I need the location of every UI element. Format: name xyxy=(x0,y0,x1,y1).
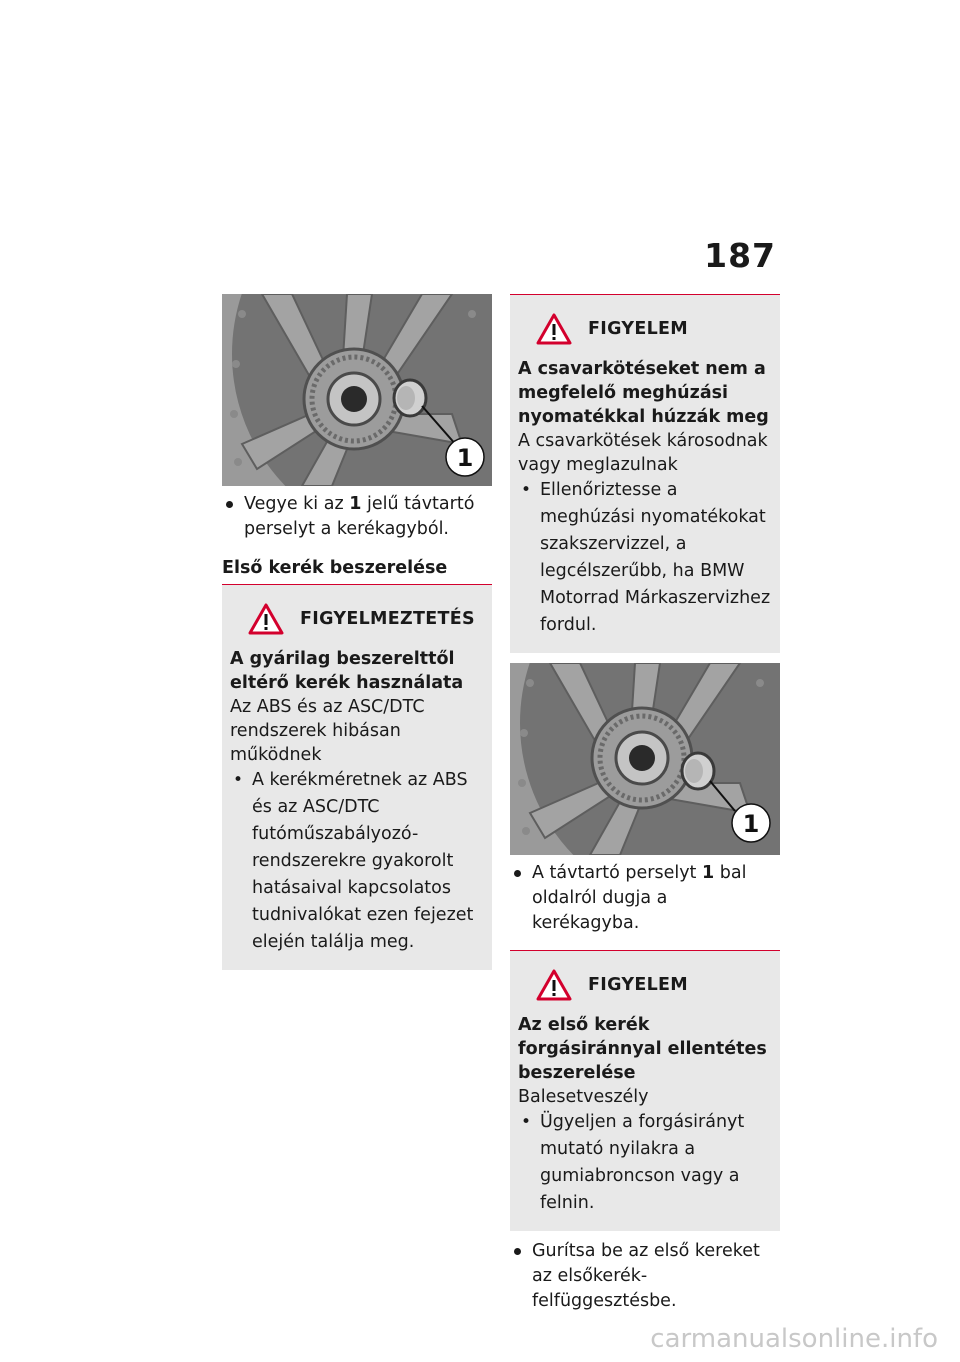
step-ref: 1 xyxy=(349,494,362,514)
watermark: carmanualsonline.info xyxy=(650,1324,938,1354)
wheel-hub-figure xyxy=(222,294,492,486)
warning-body: A csavarkötések károsodnak vagy meglazulnak xyxy=(518,431,768,475)
warning-title: Az első kerék forgásiránnyal ellentétes beszerelése xyxy=(518,1015,767,1083)
warning-header xyxy=(518,313,772,345)
warning-header xyxy=(230,603,484,635)
warning-box xyxy=(510,950,780,1231)
step-text: A távtartó perselyt xyxy=(532,863,702,883)
step-ref: 1 xyxy=(701,863,715,883)
small-bullet-icon: • xyxy=(233,770,244,790)
warning-item xyxy=(230,767,484,956)
bullet-icon xyxy=(514,1248,521,1255)
page-number: 187 xyxy=(704,236,776,275)
step-roll-wheel xyxy=(510,1239,780,1314)
warning-title: A csavarkötéseket nem a megfelelő meghúzási nyomatékkal húzzák meg xyxy=(518,359,769,427)
bullet-icon xyxy=(226,501,233,508)
bullet-icon xyxy=(514,870,521,877)
warning-body: Az ABS és az ASC/DTC rendszerek hibásan működnek xyxy=(230,697,425,765)
step-text: Vegye ki az xyxy=(244,494,350,514)
step-text: jelű távtartó perselyt a kerékagyból. xyxy=(244,494,475,539)
warning-box xyxy=(222,585,492,970)
warning-header xyxy=(518,969,772,1001)
step-text: bal oldalról dugja a kerékagyba. xyxy=(532,863,747,933)
section-heading: Első kerék beszerelése xyxy=(222,558,492,585)
warning-title: A gyárilag beszerelttől eltérő kerék használata xyxy=(230,649,464,693)
wheel-hub-illustration xyxy=(222,294,492,486)
step-text: Gurítsa be az első kereket az elsőkerék-felfüggesztésbe. xyxy=(532,1241,760,1311)
left-column xyxy=(222,294,492,970)
warning-item-text: Ügyeljen a forgásirányt mutató nyilakra a gumiabroncson vagy a felnin. xyxy=(540,1112,745,1213)
warning-item-text: A kerékméretnek az ABS és az ASC/DTC futóműszabályozó-rendszerekre gyakorolt hatásaival kapcsolatos tudnivalókat ezen fejezet elején találja meg. xyxy=(252,770,474,952)
right-column xyxy=(510,294,780,1314)
warning-box xyxy=(510,294,780,653)
warning-item-text: Ellenőriztesse a meghúzási nyomatékokat szakszervizzel, a legcélszerűbb, ha BMW Motorrad Márkaszervizhez fordul. xyxy=(540,480,771,635)
warning-triangle-icon xyxy=(536,969,572,1001)
wheel-hub-figure xyxy=(510,663,780,855)
warning-body: Balesetveszély xyxy=(518,1087,649,1107)
figure-callout: 1 xyxy=(742,810,760,838)
step-remove-spacer xyxy=(222,492,492,542)
small-bullet-icon: • xyxy=(521,480,532,500)
warning-triangle-icon xyxy=(248,603,284,635)
warning-triangle-icon xyxy=(536,313,572,345)
step-insert-spacer xyxy=(510,861,780,936)
warning-label: FIGYELEM xyxy=(588,319,688,339)
warning-label: FIGYELEM xyxy=(588,975,688,995)
small-bullet-icon: • xyxy=(521,1112,532,1132)
wheel-hub-illustration xyxy=(510,663,780,855)
figure-callout: 1 xyxy=(456,444,474,472)
warning-label: FIGYELMEZTETÉS xyxy=(300,609,475,629)
warning-item xyxy=(518,477,772,639)
warning-item xyxy=(518,1109,772,1217)
